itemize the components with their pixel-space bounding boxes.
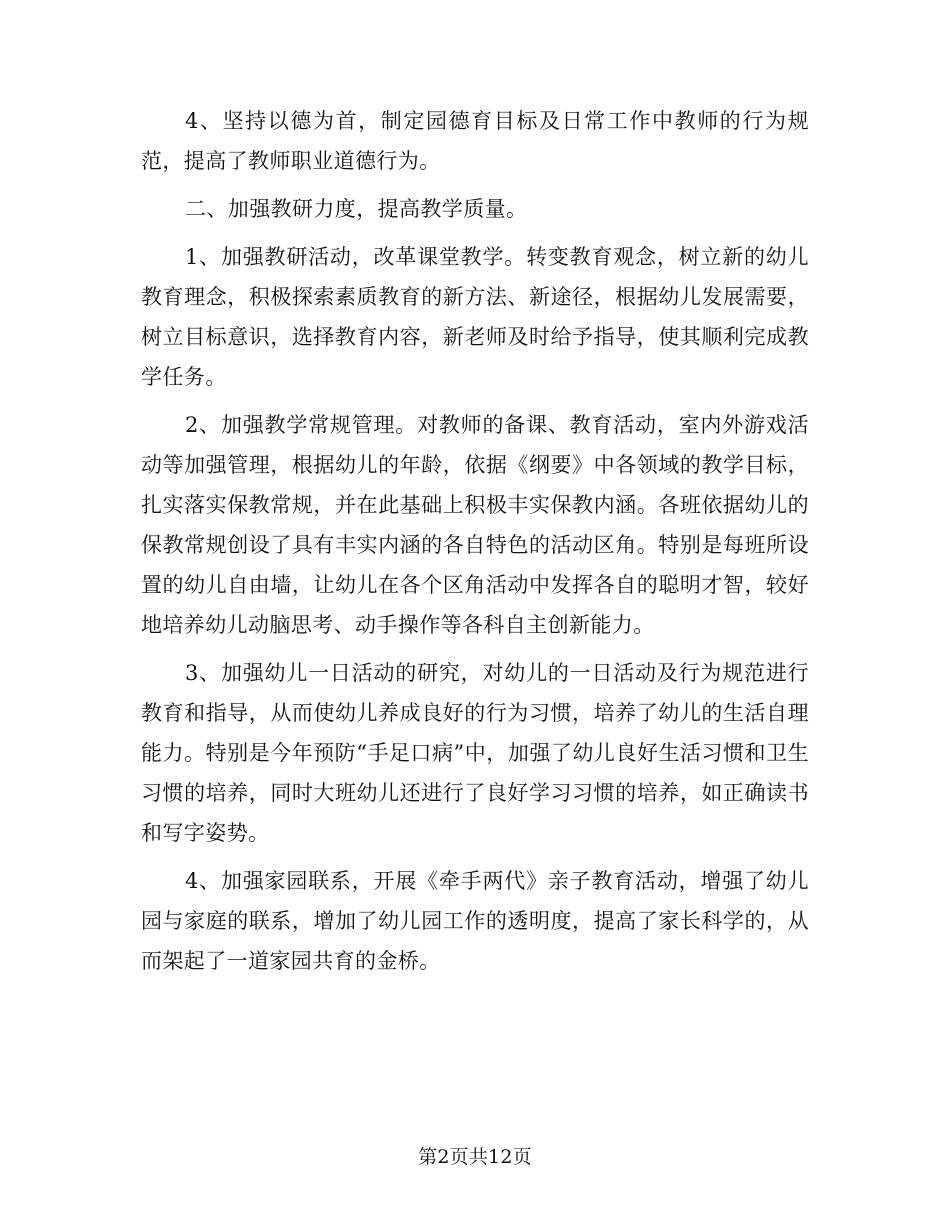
- section-heading: 二、加强教研力度，提高教学质量。: [185, 197, 528, 221]
- paragraph-3: 2、加强教学常规管理。对教师的备课、教育活动，室内外游戏活动等加强管理，根据幼儿的年龄，依据《纲要》中各领域的教学目标，扎实落实保教常规，并在此基础上积极丰实保教内涵。各班依据幼儿的保教常规创设了具有丰实内涵的各自特色的活动区角。特别是每班所设置的幼儿自由墙，让幼儿在各个区角活动中发挥各自的聪明才智，较好地培养幼儿动脑思考、动手操作等各科自主创新能力。: [141, 413, 809, 637]
- page-number-footer: 第2页共12页: [418, 1146, 532, 1168]
- document-body: [141, 101, 809, 989]
- paragraph-4: 3、加强幼儿一日活动的研究，对幼儿的一日活动及行为规范进行教育和指导，从而使幼儿养成良好的行为习惯，培养了幼儿的生活自理能力。特别是今年预防“手足口病”中，加强了幼儿良好生活习惯和卫生习惯的培养，同时大班幼儿还进行了良好学习习惯的培养，如正确读书和写字姿势。: [141, 661, 809, 845]
- paragraph-1: 4、坚持以德为首，制定园德育目标及日常工作中教师的行为规范，提高了教师职业道德行为。: [141, 109, 809, 173]
- paragraph-5: 4、加强家园联系，开展《牵手两代》亲子教育活动，增强了幼儿园与家庭的联系，增加了幼儿园工作的透明度，提高了家长科学的，从而架起了一道家园共育的金桥。: [141, 869, 809, 973]
- paragraph-2: 1、加强教研活动，改革课堂教学。转变教育观念，树立新的幼儿教育理念，积极探索素质教育的新方法、新途径，根据幼儿发展需要，树立目标意识，选择教育内容，新老师及时给予指导，使其顺利完成教学任务。: [141, 245, 809, 389]
